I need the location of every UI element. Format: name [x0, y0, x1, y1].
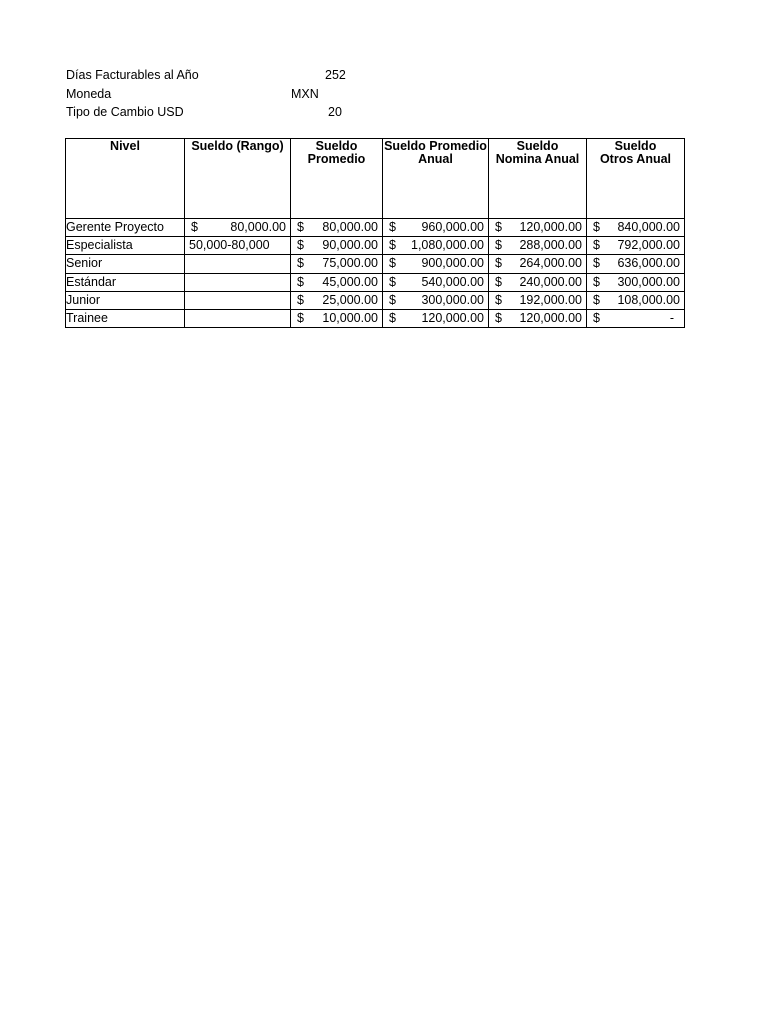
cell-nivel[interactable]: Trainee	[66, 309, 185, 327]
amount: 636,000.00	[617, 256, 680, 271]
amount: -	[669, 311, 674, 326]
cell-promedio[interactable]	[291, 291, 383, 309]
info-row-tipo-cambio	[66, 103, 366, 122]
cell-nivel[interactable]: Junior	[66, 291, 185, 309]
cell-promedio-anual[interactable]	[383, 255, 489, 273]
currency-symbol: $	[389, 274, 396, 289]
cell-nivel[interactable]: Senior	[66, 255, 185, 273]
cell-nomina-anual[interactable]	[489, 219, 587, 237]
table-row	[66, 273, 685, 291]
currency-symbol: $	[389, 292, 396, 307]
amount: 108,000.00	[617, 292, 680, 307]
amount: 300,000.00	[617, 274, 680, 289]
cell-sueldo-rango[interactable]	[185, 219, 291, 237]
currency-symbol: $	[593, 310, 600, 325]
cell-promedio-anual[interactable]	[383, 309, 489, 327]
currency-symbol: $	[297, 220, 304, 234]
cell-sueldo-rango[interactable]	[185, 237, 291, 255]
currency-symbol: $	[593, 256, 600, 271]
cell-otros-anual[interactable]	[587, 237, 685, 255]
currency-symbol: $	[593, 292, 600, 307]
amount: 192,000.00	[519, 292, 582, 307]
amount: 264,000.00	[519, 256, 582, 271]
cell-promedio[interactable]	[291, 255, 383, 273]
table-header-row	[66, 139, 685, 219]
header-sueldo-promedio[interactable]: Sueldo Promedio	[291, 139, 383, 219]
cell-promedio-anual[interactable]	[383, 237, 489, 255]
info-label[interactable]: Moneda	[66, 86, 112, 101]
table-row	[66, 291, 685, 309]
currency-symbol: $	[389, 310, 396, 325]
currency-symbol: $	[495, 238, 502, 253]
amount: 75,000.00	[322, 256, 378, 271]
header-sueldo-nomina-anual[interactable]: Sueldo Nomina Anual	[489, 139, 587, 219]
currency-symbol: $	[389, 238, 396, 253]
cell-nomina-anual[interactable]	[489, 291, 587, 309]
cell-promedio[interactable]	[291, 237, 383, 255]
header-sueldo-promedio-anual[interactable]: Sueldo Promedio Anual	[383, 139, 489, 219]
currency-symbol: $	[297, 310, 304, 325]
currency-symbol: $	[389, 256, 396, 271]
currency-symbol: $	[593, 220, 600, 234]
amount: 120,000.00	[519, 311, 582, 326]
currency-symbol: $	[297, 292, 304, 307]
cell-otros-anual[interactable]	[587, 219, 685, 237]
cell-sueldo-rango[interactable]	[185, 273, 291, 291]
cell-promedio[interactable]	[291, 309, 383, 327]
cell-sueldo-rango[interactable]	[185, 255, 291, 273]
amount: 80,000.00	[322, 220, 378, 235]
amount: 288,000.00	[519, 238, 582, 253]
cell-otros-anual[interactable]	[587, 291, 685, 309]
cell-sueldo-rango[interactable]	[185, 291, 291, 309]
cell-otros-anual[interactable]	[587, 309, 685, 327]
info-value[interactable]: MXN	[291, 86, 319, 101]
info-row-moneda	[66, 85, 366, 104]
amount: 900,000.00	[421, 256, 484, 271]
cell-nivel[interactable]: Gerente Proyecto	[66, 219, 185, 237]
cell-nivel[interactable]: Especialista	[66, 237, 185, 255]
cell-otros-anual[interactable]	[587, 273, 685, 291]
header-sueldo-rango[interactable]: Sueldo (Rango)	[185, 139, 291, 219]
currency-symbol: $	[495, 310, 502, 325]
info-value[interactable]: 20	[328, 105, 342, 119]
currency-symbol: $	[593, 238, 600, 253]
currency-symbol: $	[495, 220, 502, 234]
table-row	[66, 255, 685, 273]
amount: 120,000.00	[421, 311, 484, 326]
amount: 90,000.00	[322, 238, 378, 253]
header-nivel[interactable]: Nivel	[66, 139, 185, 219]
table-row	[66, 309, 685, 327]
currency-symbol: $	[297, 256, 304, 271]
amount: 960,000.00	[421, 220, 484, 235]
cell-nivel[interactable]: Estándar	[66, 273, 185, 291]
rango-text: 50,000-80,000	[189, 238, 270, 253]
info-label[interactable]: Días Facturables al Año	[66, 68, 199, 82]
amount: 792,000.00	[617, 238, 680, 253]
cell-promedio-anual[interactable]	[383, 219, 489, 237]
table-row	[66, 219, 685, 237]
table-body	[66, 219, 685, 328]
amount: 240,000.00	[519, 274, 582, 289]
cell-promedio-anual[interactable]	[383, 273, 489, 291]
cell-nomina-anual[interactable]	[489, 309, 587, 327]
amount: 25,000.00	[322, 292, 378, 307]
cell-nomina-anual[interactable]	[489, 255, 587, 273]
cell-nomina-anual[interactable]	[489, 237, 587, 255]
currency-symbol: $	[297, 238, 304, 253]
cell-sueldo-rango[interactable]	[185, 309, 291, 327]
salary-table	[65, 138, 685, 328]
currency-symbol: $	[191, 220, 198, 234]
amount: 120,000.00	[519, 220, 582, 235]
header-sueldo-otros-anual[interactable]: Sueldo Otros Anual	[587, 139, 685, 219]
cell-promedio-anual[interactable]	[383, 291, 489, 309]
info-row-dias	[66, 66, 366, 85]
cell-promedio[interactable]	[291, 219, 383, 237]
currency-symbol: $	[593, 274, 600, 289]
info-value[interactable]: 252	[325, 68, 346, 82]
currency-symbol: $	[389, 220, 396, 234]
amount: 540,000.00	[421, 274, 484, 289]
amount: 10,000.00	[322, 311, 378, 326]
amount: 300,000.00	[421, 292, 484, 307]
info-label[interactable]: Tipo de Cambio USD	[66, 105, 184, 119]
info-block	[66, 66, 366, 122]
amount: 80,000.00	[230, 220, 286, 235]
currency-symbol: $	[495, 292, 502, 307]
currency-symbol: $	[495, 256, 502, 271]
cell-nomina-anual[interactable]	[489, 273, 587, 291]
cell-promedio[interactable]	[291, 273, 383, 291]
amount: 1,080,000.00	[411, 238, 484, 253]
currency-symbol: $	[495, 274, 502, 289]
amount: 840,000.00	[617, 220, 680, 235]
currency-symbol: $	[297, 274, 304, 289]
table-row	[66, 237, 685, 255]
cell-otros-anual[interactable]	[587, 255, 685, 273]
amount: 45,000.00	[322, 274, 378, 289]
